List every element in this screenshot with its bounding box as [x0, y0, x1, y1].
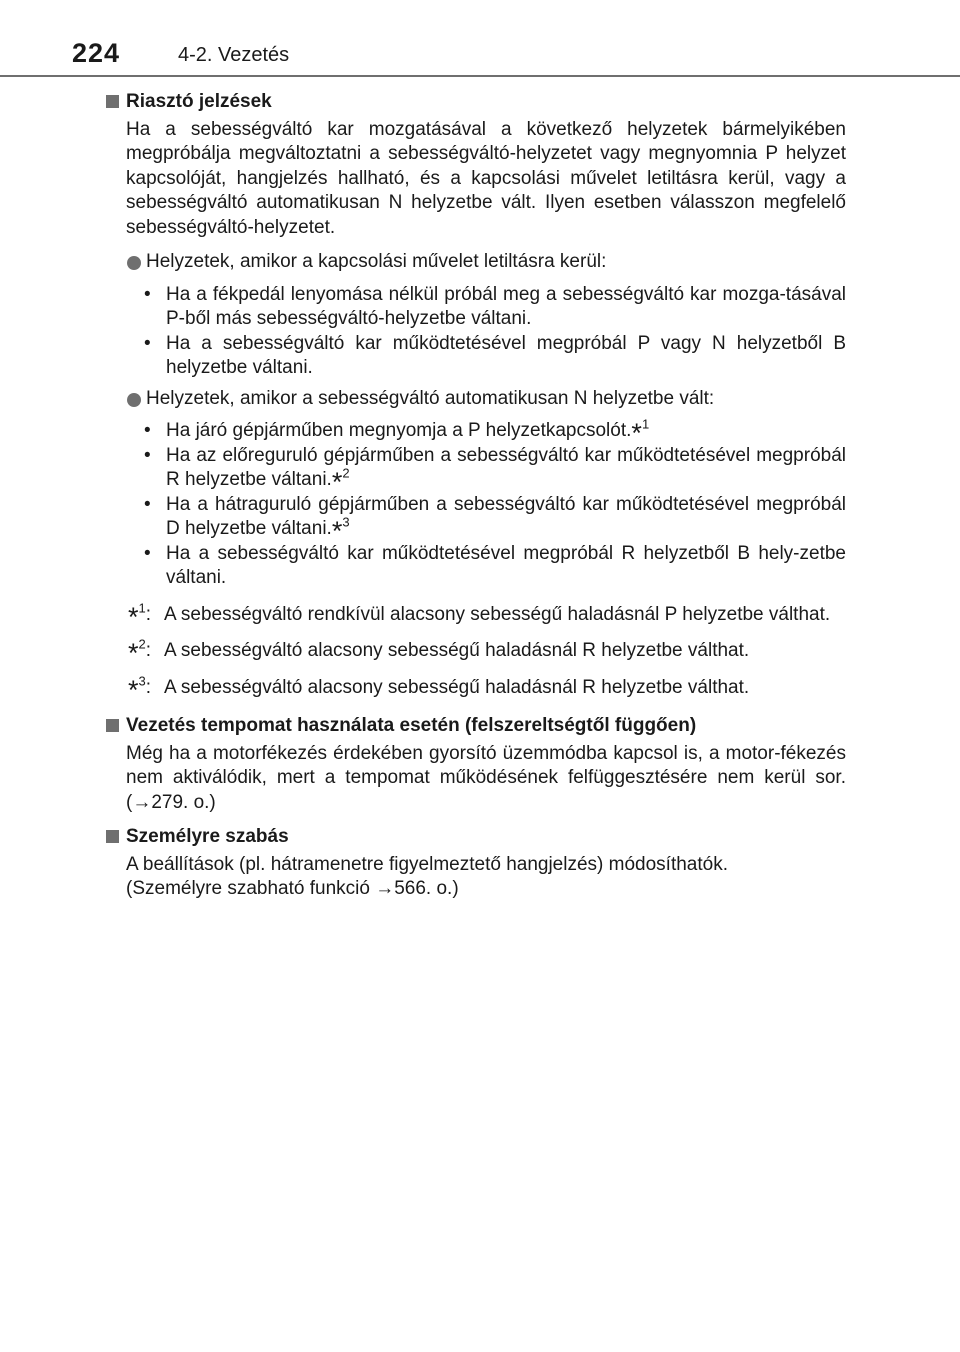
list-item-text: Ha az előreguruló gépjárműben a sebességváltó kar működtetésével megpróbál R helyzetbe váltani. [166, 444, 846, 490]
list-item-text: Ha járó gépjárműben megnyomja a P helyzetkapcsolót. [166, 420, 632, 441]
footnote [106, 636, 846, 668]
page-number: 224 [72, 38, 121, 68]
footnote-ref: 3 [342, 514, 350, 530]
bullet-group-1-items [106, 283, 846, 381]
group-title-text: Helyzetek, amikor a kapcsolási művelet letiltásra kerül: [146, 251, 607, 272]
circle-bullet-icon [127, 393, 141, 407]
line-text: (Személyre szabható funkció [126, 878, 376, 899]
section-title: 4-2. Vezetés [178, 44, 290, 66]
list-item-text: Ha a sebességváltó kar működtetésével megpróbál R helyzetből B hely-zetbe váltani. [166, 542, 846, 588]
asterisk-icon: * [631, 418, 642, 448]
list-item-text: Ha a hátraguruló gépjárműben a sebességváltó kar működtetésével megpróbál D helyzetbe váltani. [166, 493, 846, 539]
list-item [106, 542, 846, 591]
bullet-marker-icon: • [144, 283, 151, 305]
list-item [106, 332, 846, 381]
footnote-number: 3 [138, 673, 146, 689]
header-divider [0, 75, 960, 77]
page-content [106, 90, 846, 912]
section-heading-customization [106, 825, 846, 850]
paragraph-line: A beállítások (pl. hátramenetre figyelmeztető hangjelzés) módosíthatók. [126, 853, 728, 875]
paragraph-line [126, 877, 846, 902]
footnote-text: A sebességváltó alacsony sebességű haladásnál R helyzetbe válthat. [164, 676, 750, 698]
footnote-text: A sebességváltó rendkívül alacsony sebességű haladásnál P helyzetbe válthat. [164, 603, 831, 625]
asterisk-icon: * [128, 638, 139, 668]
footnote-label: *$^3$: [128, 673, 152, 705]
group-title-text: Helyzetek, amikor a sebességváltó automatikusan N helyzetbe vált: [146, 387, 715, 409]
arrow-icon: → [132, 791, 152, 813]
footnote-text: A sebességváltó alacsony sebességű haladásnál R helyzetbe válthat. [164, 640, 750, 661]
footnote-label: *$^1$: [128, 600, 152, 632]
heading-text: Riasztó jelzések [126, 91, 272, 112]
circle-bullet-icon [127, 256, 141, 270]
list-item [106, 444, 846, 497]
bullet-marker-icon: • [144, 420, 151, 441]
page-reference-link[interactable]: 279. o.) [151, 791, 216, 813]
list-item-text: Ha a sebességváltó kar működtetésével megpróbál P vagy N helyzetből B helyzetbe váltani. [166, 332, 846, 378]
footnote-number: 1 [138, 600, 146, 616]
footnote [106, 600, 846, 632]
bullet-marker-icon: • [144, 542, 151, 564]
square-bullet-icon [106, 719, 119, 732]
list-item [106, 416, 846, 448]
footnote-ref: 2 [342, 465, 350, 481]
list-item [106, 493, 846, 546]
list-item [106, 283, 846, 332]
asterisk-icon: * [128, 674, 139, 705]
bullet-group-2-items [106, 416, 846, 591]
alarm-paragraph: Ha a sebességváltó kar mozgatásával a következő helyzetek bármelyikében megpróbálja megváltoztatni a sebességváltó-helyzetet vagy megnyomnia P helyzet kapcsolóját, hangjelzés hallható, és a kapcsolási művelet letiltásra kerül, vagy a sebességváltó automatikusan N helyzetbe vált. Ilyen esetben válasszon megfelelő sebességváltó-helyzetet. [126, 118, 846, 238]
section-heading-alarm [106, 90, 846, 115]
section-heading-cruise [106, 714, 846, 739]
heading-text: Vezetés tempomat használata esetén (felszereltségtől függően) [126, 715, 697, 736]
arrow-icon: → [375, 878, 395, 899]
footnote-label: *$^2$: [128, 636, 152, 668]
list-item-text: Ha a fékpedál lenyomása nélkül próbál meg a sebességváltó kar mozga-tásával P-ből más sebességváltó-helyzetbe váltani. [166, 283, 846, 329]
cruise-paragraph [106, 742, 846, 816]
page-reference-link[interactable]: 566. o.) [394, 878, 459, 899]
bullet-marker-icon: • [144, 493, 151, 515]
bullet-group-2-title [106, 387, 846, 412]
bullet-marker-icon: • [144, 332, 151, 354]
footnote-ref: 1 [641, 416, 650, 432]
asterisk-icon: * [128, 601, 139, 632]
paragraph-text: Még ha a motorfékezés érdekében gyorsító üzemmódba kapcsol is, a motor-fékezés nem aktiválódik, mert a tempomat működésének felfüggesztésére nem kerül sor. ( [126, 742, 846, 813]
customization-paragraph [106, 853, 846, 902]
footnote [106, 673, 846, 705]
square-bullet-icon [106, 95, 119, 108]
bullet-group-1-title [106, 250, 846, 275]
page-header [0, 0, 960, 76]
asterisk-icon: * [331, 516, 343, 546]
footnote-number: 2 [138, 636, 146, 652]
heading-text: Személyre szabás [126, 826, 289, 847]
bullet-marker-icon: • [144, 444, 151, 466]
square-bullet-icon [106, 830, 119, 843]
asterisk-icon: * [331, 467, 343, 497]
